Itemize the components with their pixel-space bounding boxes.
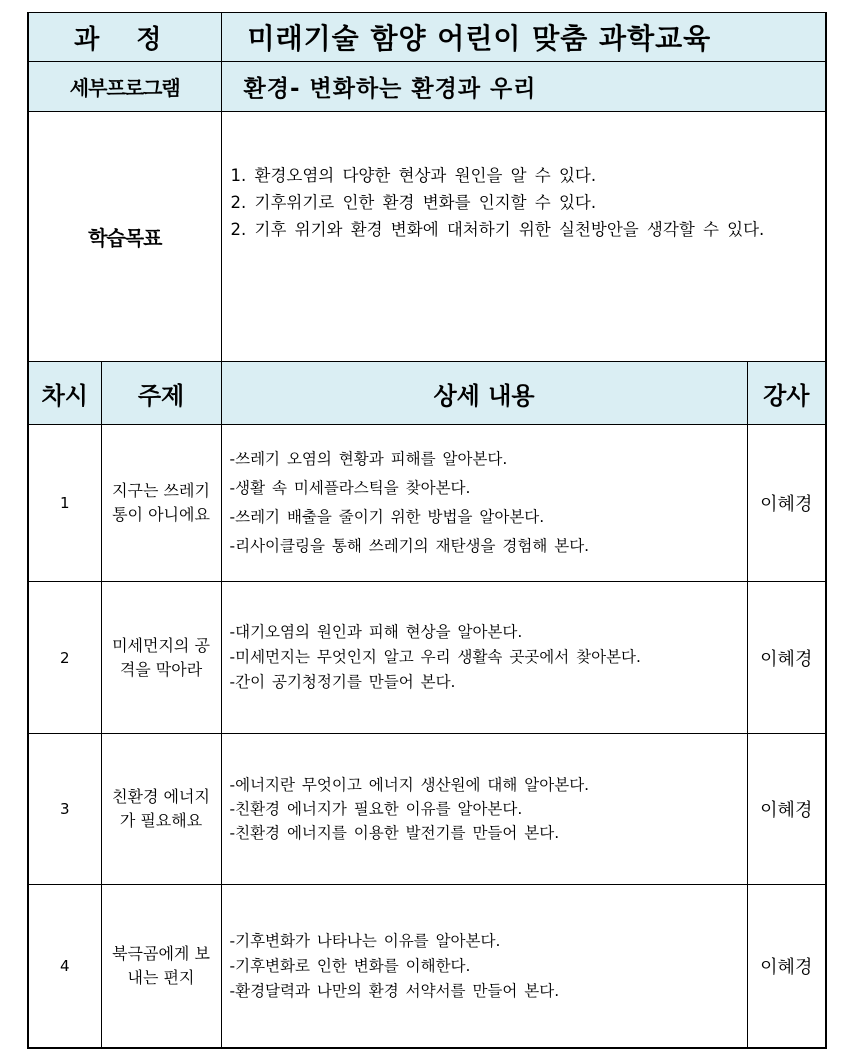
session-number: 2 xyxy=(28,582,101,734)
session-details xyxy=(221,734,747,885)
detail-line: -미세먼지는 무엇인지 알고 우리 생활속 곳곳에서 찾아본다. xyxy=(229,648,641,666)
detail-line: -대기오염의 원인과 피해 현상을 알아본다. xyxy=(229,623,523,641)
detail-line: -환경달력과 나만의 환경 서약서를 만들어 본다. xyxy=(229,981,560,1000)
table-row xyxy=(28,582,826,734)
session-topic: 북극곰에게 보내는 편지 xyxy=(101,885,221,1049)
session-teacher: 이혜경 xyxy=(747,582,826,734)
goal-item: 2. 기후 위기와 환경 변화에 대처하기 위한 실천방안을 생각할 수 있다. xyxy=(230,220,765,239)
detail-line: -기후변화가 나타나는 이유를 알아본다. xyxy=(229,931,501,950)
session-teacher: 이혜경 xyxy=(747,885,826,1049)
session-teacher: 이혜경 xyxy=(747,734,826,885)
detail-line: -친환경 에너지가 필요한 이유를 알아본다. xyxy=(229,800,523,818)
course-label: 과 정 xyxy=(28,13,221,62)
session-details xyxy=(221,885,747,1049)
session-number: 1 xyxy=(28,425,101,582)
session-teacher: 이혜경 xyxy=(747,425,826,582)
goals-row xyxy=(28,112,826,362)
detail-line: -기후변화로 인한 변화를 이해한다. xyxy=(229,956,471,975)
detail-line: -생활 속 미세플라스틱을 찾아본다. xyxy=(229,479,471,497)
table-row xyxy=(28,734,826,885)
session-number: 4 xyxy=(28,885,101,1049)
detail-line: -쓰레기 배출을 줄이기 위한 방법을 알아본다. xyxy=(229,508,545,526)
curriculum-table xyxy=(27,12,827,1049)
header-details: 상세 내용 xyxy=(221,362,747,425)
goals-label: 학습목표 xyxy=(28,112,221,362)
session-topic: 미세먼지의 공격을 막아라 xyxy=(101,582,221,734)
detail-line: -친환경 에너지를 이용한 발전기를 만들어 본다. xyxy=(229,824,560,842)
header-teacher: 강사 xyxy=(747,362,826,425)
detail-line: -리사이클링을 통해 쓰레기의 재탄생을 경험해 본다. xyxy=(229,537,590,555)
session-details xyxy=(221,425,747,582)
detail-line: -쓰레기 오염의 현황과 피해를 알아본다. xyxy=(229,450,508,468)
course-row xyxy=(28,13,826,62)
program-row xyxy=(28,62,826,112)
detail-line: -에너지란 무엇이고 에너지 생산원에 대해 알아본다. xyxy=(229,776,590,794)
session-topic: 친환경 에너지가 필요해요 xyxy=(101,734,221,885)
header-topic: 주제 xyxy=(101,362,221,425)
table-row xyxy=(28,885,826,1049)
program-title: 환경- 변화하는 환경과 우리 xyxy=(221,62,826,112)
table-row xyxy=(28,425,826,582)
session-topic: 지구는 쓰레기통이 아니에요 xyxy=(101,425,221,582)
goals-list xyxy=(221,112,826,362)
program-label: 세부프로그램 xyxy=(28,62,221,112)
goal-item: 1. 환경오염의 다양한 현상과 원인을 알 수 있다. xyxy=(230,166,597,185)
header-session: 차시 xyxy=(28,362,101,425)
session-number: 3 xyxy=(28,734,101,885)
detail-line: -간이 공기청정기를 만들어 본다. xyxy=(229,673,456,691)
session-details xyxy=(221,582,747,734)
goal-item: 2. 기후위기로 인한 환경 변화를 인지할 수 있다. xyxy=(230,193,597,212)
course-title: 미래기술 함양 어린이 맞춤 과학교육 xyxy=(221,13,826,62)
schedule-header-row xyxy=(28,362,826,425)
